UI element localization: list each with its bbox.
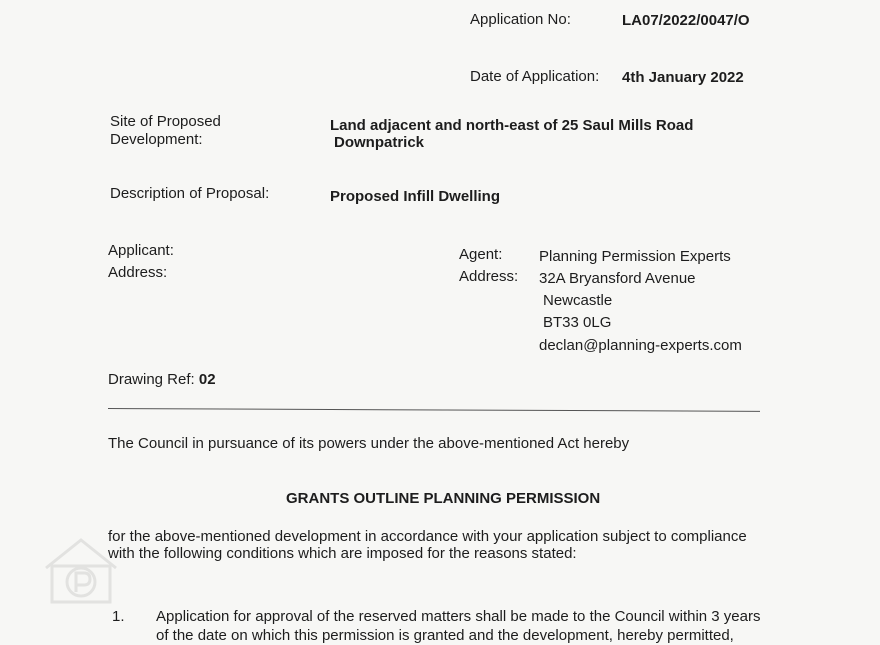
- application-no-label: Application No:: [470, 11, 571, 28]
- date-of-application-label: Date of Application:: [470, 68, 600, 85]
- site-label-line2: Development:: [110, 131, 203, 148]
- applicant-address-label: Address:: [108, 264, 168, 281]
- grant-heading: GRANTS OUTLINE PLANNING PERMISSION: [286, 490, 601, 507]
- agent-label: Agent:: [459, 246, 503, 263]
- description-value: Proposed Infill Dwelling: [330, 188, 501, 205]
- applicant-label: Applicant:: [108, 242, 174, 259]
- property-watermark-icon: [40, 536, 122, 606]
- site-label-line1: Site of Proposed: [110, 113, 221, 130]
- condition-number: 1.: [112, 608, 125, 625]
- agent-address-line2: Newcastle: [543, 292, 613, 309]
- site-value-line2: Downpatrick: [334, 134, 425, 151]
- condition-text-line2: of the date on which this permission is granted and the development, hereby permitted,: [156, 627, 734, 644]
- drawing-ref: [108, 371, 216, 388]
- application-no-value: LA07/2022/0047/O: [622, 12, 750, 29]
- section-divider: [108, 408, 760, 412]
- conditions-intro-line2: with the following conditions which are imposed for the reasons stated:: [108, 545, 577, 562]
- conditions-intro-line1: for the above-mentioned development in accordance with your application subject to compliance: [108, 528, 747, 545]
- drawing-ref-label: Drawing Ref:: [108, 371, 195, 388]
- agent-name: Planning Permission Experts: [539, 248, 731, 265]
- agent-address-line1: 32A Bryansford Avenue: [539, 270, 696, 287]
- agent-address-label: Address:: [459, 268, 519, 285]
- date-of-application-value: 4th January 2022: [622, 69, 744, 86]
- drawing-ref-value: 02: [198, 371, 216, 388]
- site-value-line1: Land adjacent and north-east of 25 Saul Mills Road: [330, 117, 694, 134]
- agent-address-line3: BT33 0LG: [543, 314, 612, 331]
- description-label: Description of Proposal:: [110, 185, 270, 202]
- condition-text-line1: Application for approval of the reserved matters shall be made to the Council within 3 years: [156, 608, 761, 625]
- council-intro-text: The Council in pursuance of its powers under the above-mentioned Act hereby: [108, 435, 630, 452]
- agent-email: declan@planning-experts.com: [539, 337, 742, 354]
